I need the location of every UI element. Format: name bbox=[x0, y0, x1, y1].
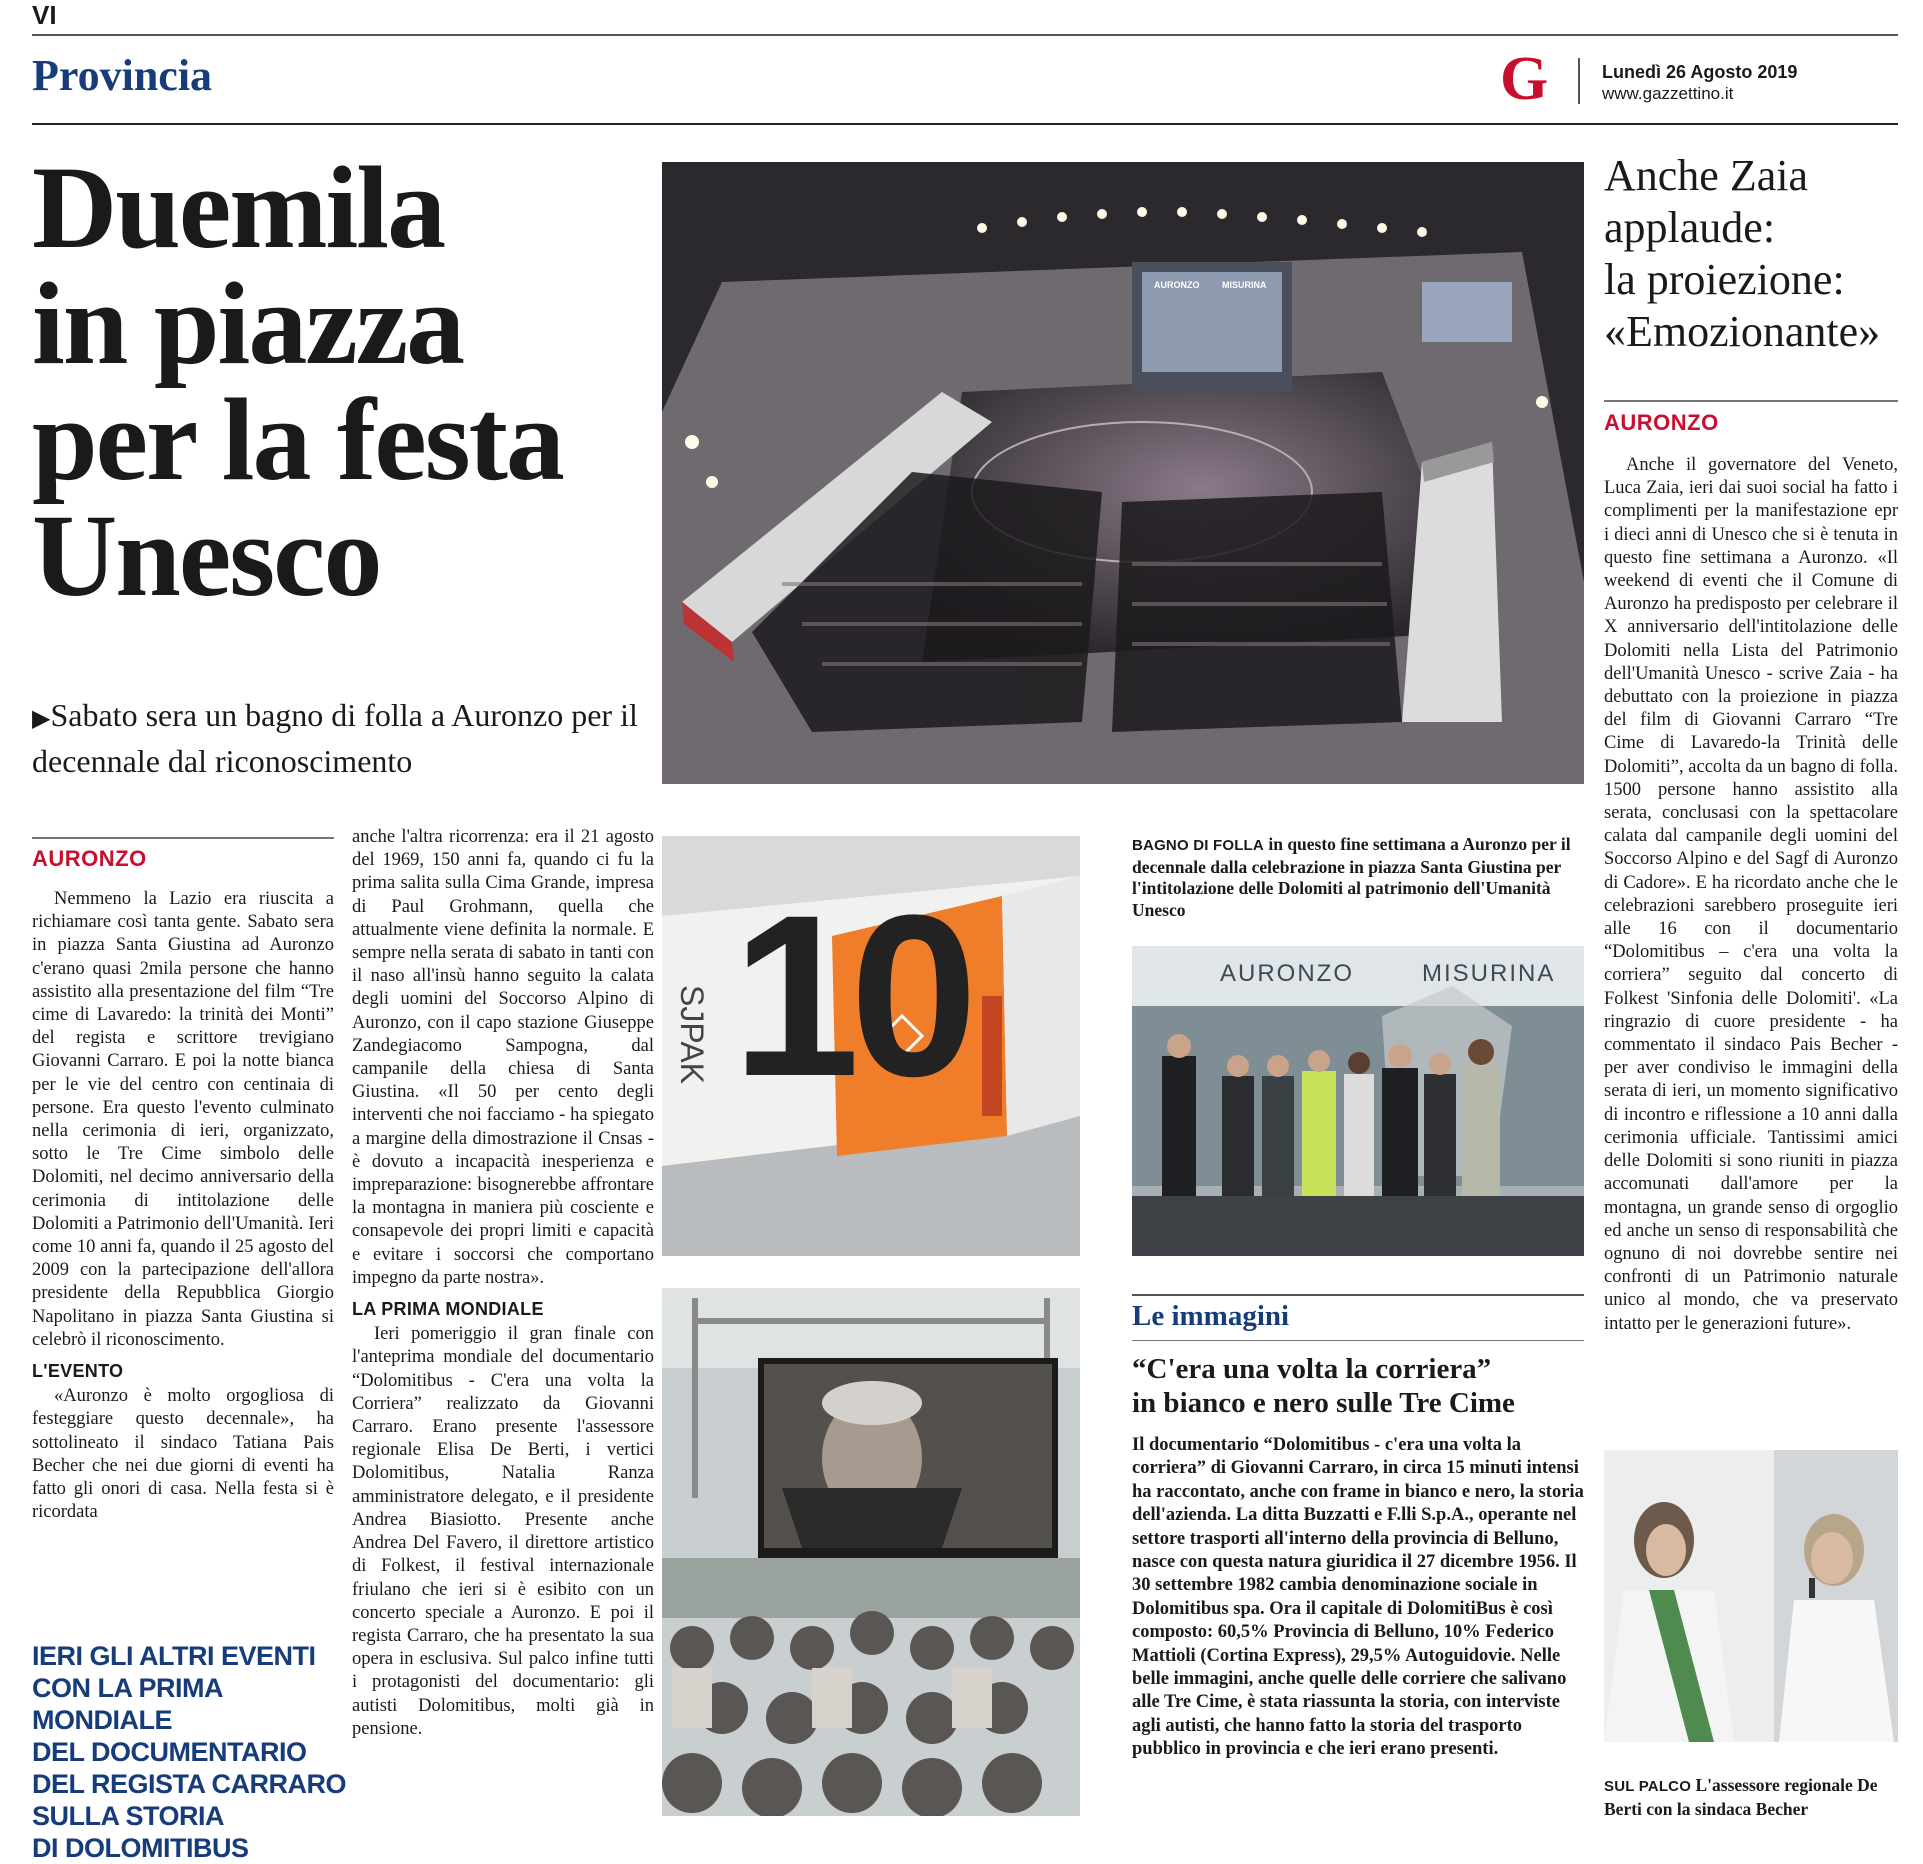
website: www.gazzettino.it bbox=[1602, 84, 1734, 103]
article-column-1 bbox=[32, 888, 334, 1524]
headline-line: Duemila bbox=[32, 142, 445, 273]
immagini-top-rule bbox=[1132, 1294, 1584, 1296]
header-bottom-rule bbox=[32, 123, 1898, 125]
bus-number: 10 bbox=[732, 867, 968, 1124]
photo-sul-palco bbox=[1604, 1450, 1898, 1742]
palco-caption-label: SUL PALCO bbox=[1604, 1778, 1692, 1795]
right-top-rule bbox=[1604, 400, 1898, 402]
group-banner-left: AURONZO bbox=[1220, 960, 1354, 987]
right-article-text bbox=[1604, 454, 1898, 1336]
photo-group-stage bbox=[1132, 946, 1584, 1256]
headline-line: per la festa bbox=[32, 374, 563, 505]
issue-date: Lunedì 26 Agosto 2019 bbox=[1602, 62, 1798, 82]
pullquote-line: DI DOLOMITIBUS bbox=[32, 1833, 249, 1863]
header-top-rule bbox=[32, 34, 1898, 36]
main-subhead bbox=[32, 694, 662, 782]
immagini-title-line: in bianco e nero sulle Tre Cime bbox=[1132, 1387, 1515, 1419]
photo-caption bbox=[1132, 834, 1584, 921]
gazzettino-logo: G bbox=[1500, 45, 1549, 113]
photo-screening-audience bbox=[662, 1288, 1080, 1816]
pullquote-line: CON LA PRIMA MONDIALE bbox=[32, 1673, 222, 1735]
stage-banner-right: MISURINA bbox=[1222, 280, 1267, 290]
palco-illustration bbox=[1604, 1450, 1898, 1742]
screening-illustration bbox=[662, 1288, 1080, 1816]
section-title: Provincia bbox=[32, 51, 213, 100]
bullet-arrow-icon: ▶ bbox=[32, 706, 51, 732]
pullquote-line: IERI GLI ALTRI EVENTI bbox=[32, 1641, 316, 1671]
pullquote-line: DEL REGISTA CARRARO bbox=[32, 1769, 347, 1799]
palco-caption-text: L'assessore regionale De Berti con la sindaca Becher bbox=[1604, 1775, 1878, 1819]
subhead-evento: L'EVENTO bbox=[32, 1361, 124, 1382]
headline-line: Unesco bbox=[32, 490, 381, 621]
caption-label: BAGNO DI FOLLA bbox=[1132, 837, 1264, 854]
piazza-illustration bbox=[662, 162, 1584, 784]
headline-line: in piazza bbox=[32, 258, 464, 389]
subhead-prima-mondiale: LA PRIMA MONDIALE bbox=[352, 1299, 544, 1320]
photo-piazza-night bbox=[662, 162, 1584, 784]
article-paragraph: Nemmeno la Lazio era riuscita a richiamare così tanta gente. Sabato sera in piazza Santa Giustina ad Auronzo c'erano quasi 2mila persone che hanno assistito alla presentazione del film “Tre cime di Lavaredo: la trinità dei Monti” del regista e scrittore trevigiano Giovanni Carraro. E poi la notte bianca per le vie del centro con centinaia di persone. Era questo l'evento culminato nella cerimonia di ieri, organizzato, sotto le Tre Cime simbolo delle Dolomiti, nel decimo anniversario della cerimonia di intitolazione delle Dolomiti a Patrimonio dell'Umanità. Ieri come 10 anni fa, quando il 25 agosto del 2009 con la partecipazione dell'allora presidente della Repubblica Giorgio Napolitano in piazza Santa Giustina si celebrò il riconoscimento. bbox=[32, 889, 334, 1350]
right-headline-line: applaude: bbox=[1604, 203, 1776, 252]
location-kicker: AURONZO bbox=[32, 846, 147, 871]
immagini-title bbox=[1132, 1352, 1584, 1420]
page-number: VI bbox=[32, 0, 57, 30]
palco-caption bbox=[1604, 1774, 1898, 1820]
subhead-text: Sabato sera un bagno di folla a Auronzo per il decennale dal riconoscimento bbox=[32, 697, 638, 779]
pull-quote bbox=[32, 1640, 352, 1864]
col1-top-rule bbox=[32, 837, 334, 839]
article-paragraph: «Auronzo è molto orgogliosa di festeggiare questo decennale», ha sottolineato il sindaco Tatiana Pais Becher che nei due giorni di eventi ha fatto gli onori di casa. Nella festa si è ricordata bbox=[32, 1386, 334, 1523]
group-banner-right: MISURINA bbox=[1422, 960, 1556, 987]
article-paragraph: anche l'altra ricorrenza: era il 21 agosto del 1969, 150 anni fa, quando ci fu la prima salita sulla Cima Grande, impresa di Paul Grohmann, quella che attualmente viene definita la normale. E sempre nella serata di sabato in tanti con il naso all'insù hanno seguito la calata degli uomini del Soccorso Alpino di Auronzo, con il capo stazione Giuseppe Zandegiacomo Sampogna, dal campanile della chiesa di Santa Giustina. «Il 50 per cento degli interventi che noi facciamo - ha spiegato a margine della dimostrazione il Cnsas - è dovuto a incapacità inesperienza e impreparazione: bisognerebbe affrontare la montagna in maniera più cosciente e consapevole dei propri limiti e capacità e evitare i soccorsi che comportano impegno da parte nostra». bbox=[352, 827, 654, 1288]
article-paragraph: Ieri pomeriggio il gran finale con l'anteprima mondiale del documentario “Dolomitibus - C'era una volta la Corriera” realizzato da Giovanni Carraro. Erano presente l'assessore regionale Elisa De Berti, i vertici Dolomitibus, Natalia Ranza amministratore delegato, e il presidente Andrea Biasiotto. Presente anche Andrea Del Favero, il direttore artistico di Folkest, il festival internazionale friulano che ieri si è esibito con un concerto speciale a Auronzo. E poi il regista Carraro, che ha presentato la sua opera in esclusiva. Sul palco infine tutti i protagonisti del documentario: gli autisti Dolomitibus, molti già in pensione. bbox=[352, 1324, 654, 1739]
caption-text: in questo fine settimana a Auronzo per il decennale dalla celebrazione in piazza Santa Giustina per l'intitolazione delle Dolomiti al patrimonio dell'Umanità Unesco bbox=[1132, 834, 1571, 920]
immagini-title-line: “C'era una volta la corriera” bbox=[1132, 1353, 1492, 1385]
right-headline-line: la proiezione: bbox=[1604, 255, 1845, 304]
immagini-under-rule bbox=[1132, 1340, 1584, 1341]
right-headline-line: Anche Zaia bbox=[1604, 151, 1808, 200]
pullquote-line: DEL DOCUMENTARIO bbox=[32, 1737, 307, 1767]
immagini-text: Il documentario “Dolomitibus - c'era una volta la corriera” di Giovanni Carraro, in circa 15 minuti intensi ha raccontato, anche con frame in bianco e nero, la storia dell'azienda. La ditta Buzzatti e F.lli S.p.A., operante nel settore trasporti all'interno della provincia di Belluno, nasce con questa natura giuridica il 27 dicembre 1956. Il 30 settembre 1982 cambia denominazione sociale in Dolomitibus spa. Ora il capitale di DolomitiBus è così composto: 60,5% Provincia di Belluno, 10% Federico Mattioli (Cortina Express), 29,5% Autoguidovie. Nelle belle immagini, anche quelle delle corriere che salivano alle Tre Cime, è stata riassunta la storia, con interviste agli autisti, che hanno fatto la storia del trasporto pubblico in provincia e che ieri erano presenti. bbox=[1132, 1435, 1584, 1760]
right-headline bbox=[1604, 150, 1898, 358]
main-headline bbox=[32, 142, 563, 621]
right-headline-line: «Emozionante» bbox=[1604, 307, 1881, 356]
group-illustration bbox=[1132, 946, 1584, 1256]
right-location-kicker: AURONZO bbox=[1604, 410, 1719, 435]
stage-banner-left: AURONZO bbox=[1154, 280, 1200, 290]
bus-text: SJPAK bbox=[674, 985, 710, 1084]
immagini-label: Le immagini bbox=[1132, 1300, 1290, 1332]
pullquote-line: SULLA STORIA bbox=[32, 1801, 225, 1831]
article-column-2 bbox=[352, 826, 654, 1741]
article-paragraph: Anche il governatore del Veneto, Luca Zaia, ieri dai suoi social ha fatto i complimenti per la manifestazione epr i dieci anni di Unesco che si è tenuta in questo fine settimana a Auronzo. «Il weekend di eventi che il Comune di Auronzo ha predisposto per celebrare il X anniversario dell'intitolazione delle Dolomiti nella Lista del Patrimonio dell'Umanità Unesco - scrive Zaia - ha debuttato con la proiezione in piazza del film di Giovanni Carraro “Tre Cime di Lavaredo-la Trinità delle Dolomiti”, accolta da un bagno di folla. 1500 persone hanno assistito alla serata, conclusasi con la spettacolare calata dal campanile degli uomini del Soccorso Alpino e del Sagf di Auronzo di Cadore». E ha ricordato anche che le celebrazioni sarebbero proseguite ieri alle 16 con il documentario “Dolomitibus – c'era una volta la corriera” seguito dal concerto di Folkest 'Sinfonia delle Dolomiti'. «La ringrazio di cuore presidente - ha commentato il sindaco Pais Becher - per aver condiviso le immagini della serata di ieri, un momento significativo di incontro e riflessione a 10 anni dalla cerimonia ufficiale. Tantissimi amici delle Dolomiti si sono riuniti in piazza accomunati dall'amore per la montagna, un grande senso di orgoglio ed anche un senso di responsabilità che ognuno di noi dovrebbe sentire nei confronti di un Patrimonio naturale unico al mondo, che va preservato intatto per le generazioni future». bbox=[1604, 455, 1898, 1334]
logo-divider bbox=[1578, 58, 1580, 104]
photo-bus-livery bbox=[662, 836, 1080, 1256]
